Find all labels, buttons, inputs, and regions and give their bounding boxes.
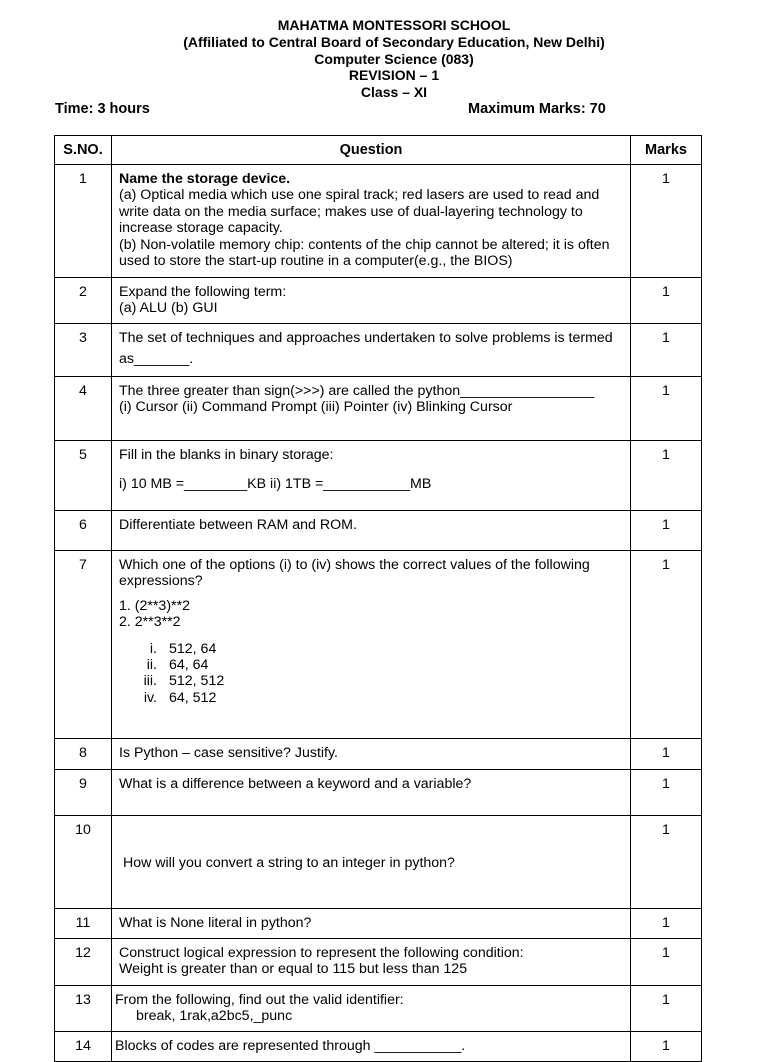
- question-text: [112, 511, 631, 551]
- question-marks: 1: [631, 986, 702, 1032]
- question-line: Which one of the options (i) to (iv) shows the correct values of the following expressions?: [119, 557, 590, 590]
- question-marks: 1: [631, 324, 702, 377]
- question-line: Fill in the blanks in binary storage:: [119, 447, 334, 463]
- option-value: 512, 64: [169, 640, 217, 657]
- col-sno-header: S.NO.: [55, 136, 112, 165]
- question-line: Weight is greater than or equal to 115 but less than 125: [119, 961, 468, 978]
- question-number: 8: [55, 739, 112, 770]
- question-number: 3: [55, 324, 112, 377]
- max-marks-label: Maximum Marks: 70: [468, 101, 606, 117]
- table-row: [55, 816, 702, 909]
- table-row: [55, 986, 702, 1032]
- question-marks: 1: [631, 816, 702, 909]
- question-line: The set of techniques and approaches undertaken to solve problems is termed as_______.: [119, 330, 613, 367]
- question-line: Is Python – case sensitive? Justify.: [119, 745, 338, 761]
- affiliation: (Affiliated to Central Board of Secondary Education, New Delhi): [183, 33, 605, 50]
- question-line: i) 10 MB =________KB ii) 1TB =___________MB: [119, 476, 432, 493]
- option-number: ii.: [146, 657, 157, 674]
- table-header-row: [55, 136, 702, 165]
- question-line: What is a difference between a keyword and a variable?: [119, 776, 472, 792]
- expression-2: 2. 2**3**2: [119, 614, 181, 631]
- question-text: [112, 1032, 631, 1062]
- question-text: [112, 441, 631, 511]
- question-line: From the following, find out the valid identifier:: [115, 992, 404, 1009]
- question-table: [54, 135, 702, 1062]
- question-marks: 1: [631, 278, 702, 324]
- question-marks: 1: [631, 1032, 702, 1062]
- question-number: 9: [55, 770, 112, 816]
- school-name: MAHATMA MONTESSORI SCHOOL: [277, 17, 511, 33]
- option-number: iii.: [143, 673, 157, 690]
- option-number: iv.: [143, 689, 157, 706]
- option-value: 64, 512: [169, 689, 217, 706]
- question-number: 6: [55, 511, 112, 551]
- question-part-b: (b) Non-volatile memory chip: contents of the chip cannot be altered; it is often used to store the start-up routine in a computer(e.g., the BIOS): [119, 236, 610, 270]
- table-row: [55, 939, 702, 986]
- question-marks: 1: [631, 770, 702, 816]
- question-marks: 1: [631, 909, 702, 939]
- question-text: [112, 909, 631, 939]
- question-marks: 1: [631, 165, 702, 278]
- question-number: 11: [55, 909, 112, 939]
- option-value: 512, 512: [169, 673, 225, 690]
- table-row: [55, 1032, 702, 1062]
- answer-option: [127, 641, 624, 657]
- question-text: [112, 770, 631, 816]
- question-number: 7: [55, 551, 112, 739]
- question-number: 1: [55, 165, 112, 278]
- question-number: 13: [55, 986, 112, 1032]
- table-row: [55, 770, 702, 816]
- question-number: 4: [55, 377, 112, 441]
- table-row: [55, 441, 702, 511]
- question-marks: 1: [631, 441, 702, 511]
- question-marks: 1: [631, 377, 702, 441]
- question-line: (a) ALU (b) GUI: [119, 300, 218, 317]
- question-marks: 1: [631, 511, 702, 551]
- option-value: 64, 64: [169, 657, 209, 674]
- option-number: i.: [149, 640, 157, 657]
- question-line: (i) Cursor (ii) Command Prompt (iii) Pointer (iv) Blinking Cursor: [119, 399, 513, 416]
- question-marks: 1: [631, 551, 702, 739]
- question-text: [112, 377, 631, 441]
- document-header: [0, 17, 768, 101]
- col-question-header: Question: [112, 136, 631, 165]
- question-number: 5: [55, 441, 112, 511]
- subject: Computer Science (083): [314, 50, 474, 67]
- question-number: 14: [55, 1032, 112, 1062]
- col-marks-header: Marks: [631, 136, 702, 165]
- table-row: [55, 551, 702, 739]
- question-text: [112, 986, 631, 1032]
- question-text: [112, 551, 631, 739]
- question-line: Expand the following term:: [119, 284, 287, 300]
- question-marks: 1: [631, 939, 702, 986]
- question-line: How will you convert a string to an integer in python?: [119, 854, 455, 871]
- question-text: [112, 816, 631, 909]
- class-name: Class – XI: [360, 84, 428, 101]
- question-text: [112, 739, 631, 770]
- answer-option: [127, 673, 624, 689]
- question-title: Name the storage device.: [119, 171, 291, 187]
- answer-option: [127, 690, 624, 706]
- table-row: [55, 165, 702, 278]
- question-line: Blocks of codes are represented through ___________.: [115, 1038, 466, 1055]
- question-part-a: (a) Optical media which use one spiral track; red lasers are used to read and write data on the media surface; makes use of dual-layering technology to increase storage capacity.: [119, 187, 600, 237]
- question-text: [112, 939, 631, 986]
- table-row: [55, 278, 702, 324]
- time-label: Time: 3 hours: [55, 101, 150, 117]
- question-number: 12: [55, 939, 112, 986]
- question-text: [112, 278, 631, 324]
- answer-option: [127, 657, 624, 673]
- revision: REVISION – 1: [348, 67, 440, 84]
- table-row: [55, 739, 702, 770]
- table-row: [55, 909, 702, 939]
- question-number: 10: [55, 816, 112, 909]
- question-line: The three greater than sign(>>>) are called the python_________________: [119, 383, 595, 399]
- expression-1: 1. (2**3)**2: [119, 597, 190, 614]
- question-line: break, 1rak,a2bc5,_punc: [136, 1008, 293, 1025]
- question-line: Differentiate between RAM and ROM.: [119, 517, 357, 533]
- answer-options: [127, 641, 624, 707]
- question-line: What is None literal in python?: [119, 915, 312, 932]
- question-number: 2: [55, 278, 112, 324]
- table-row: [55, 324, 702, 377]
- question-marks: 1: [631, 739, 702, 770]
- table-row: [55, 511, 702, 551]
- question-text: [112, 165, 631, 278]
- question-text: [112, 324, 631, 377]
- table-row: [55, 377, 702, 441]
- question-line: Construct logical expression to represent the following condition:: [119, 945, 524, 962]
